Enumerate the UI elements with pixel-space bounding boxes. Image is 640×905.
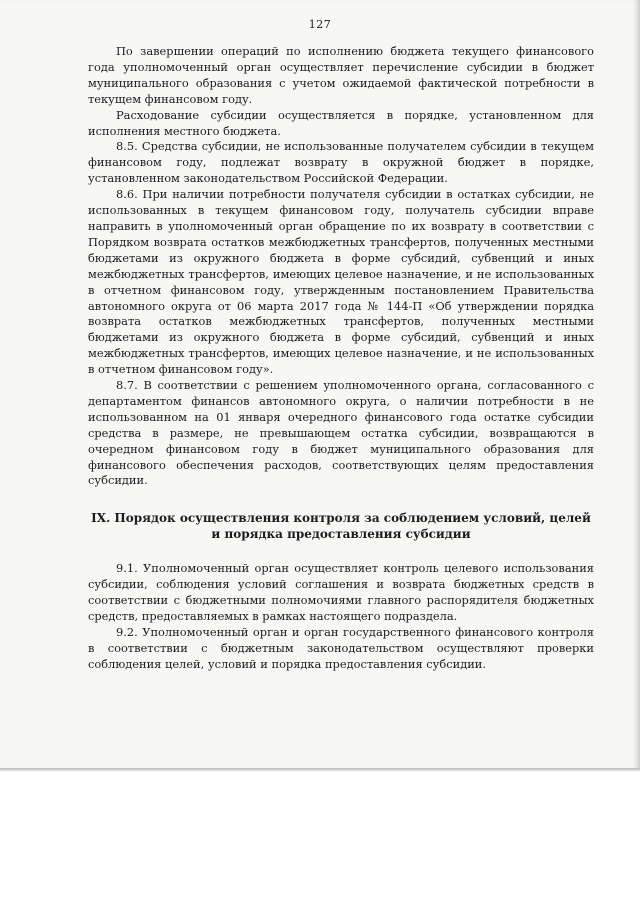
paragraph-9-1: 9.1. Уполномоченный орган осуществляет контроль целевого использования субсидии, соблюдения условий соглашения и возврата бюджетных средств в соответствии с бюджетными полномочиями главного распорядителя бюджетных средств, предоставляемых в рамках настоящего подраздела. (88, 561, 594, 624)
paragraph-8-7: 8.7. В соответствии с решением уполномоченного органа, согласованного с департаментом финансов автономного округа, о наличии потребности в не использованном на 01 января очередного финансового года остатке субсидии средства в размере, не превышающем остатка субсидии, возвращаются в очередном финансовом году в бюджет муниципального образования для финансового обеспечения расходов, соответствующих целям предоставления субсидии. (88, 378, 594, 488)
paragraph-8-6: 8.6. При наличии потребности получателя субсидии в остатках субсидии, не использованных в текущем финансовом году, получатель субсидии вправе направить в уполномоченный орган обращение по их возврату в соответствии с Порядком возврата остатков межбюджетных трансфертов, полученных местными бюджетами из окружного бюджета в форме субсидий, субвенций и иных межбюджетных трансфертов, имеющих целевое назначение, и не использованных в отчетном финансовом году, утвержденным постановлением Правительства автономного округа от 06 марта 2017 года № 144-П «Об утверждении порядка возврата остатков межбюджетных трансфертов, полученных местными бюджетами из окружного бюджета в форме субсидий, субвенций и иных межбюджетных трансфертов, имеющих целевое назначение, и не использованных в отчетном финансовом году». (88, 187, 594, 377)
paragraph-9-2: 9.2. Уполномоченный орган и орган государственного финансового контроля в соответствии с бюджетным законодательством осуществляют проверки соблюдения целей, условий и порядка предоставления субсидии. (88, 625, 594, 671)
paragraph-spending-of-subsidy: Расходование субсидии осуществляется в порядке, установленном для исполнения местного бюджета. (88, 107, 594, 138)
page-bottom-edge (0, 768, 640, 771)
document-body (88, 44, 594, 673)
section-heading-line-2: и порядка предоставления субсидии (211, 527, 471, 542)
paragraph-transfer-of-subsidy: По завершении операций по исполнению бюджета текущего финансового года уполномоченный орган осуществляет перечисление субсидии в бюджет муниципального образования с учетом ожидаемой фактической потребности в текущем финансовом году. (88, 44, 594, 106)
page-number: 127 (308, 18, 332, 31)
section-heading-line-1: IX. Порядок осуществления контроля за соблюдением условий, целей (91, 511, 591, 526)
section-heading-ix (88, 510, 594, 542)
paragraph-8-5: 8.5. Средства субсидии, не использованные получателем субсидии в текущем финансовом году, подлежат возврату в окружной бюджет в порядке, установленном законодательством Российской Федерации. (88, 139, 594, 186)
